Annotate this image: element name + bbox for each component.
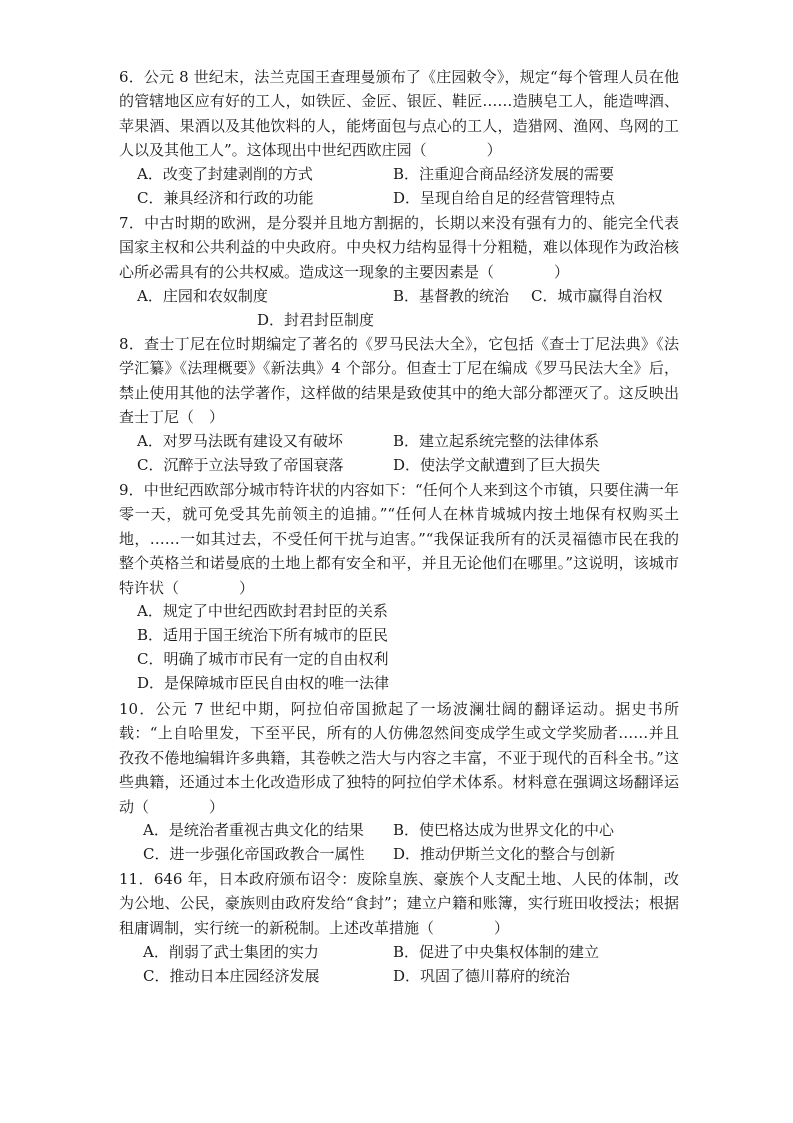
question-11-option-a[interactable]: A．削弱了武士集团的实力 (143, 943, 319, 961)
question-11-option-d[interactable]: D．巩固了德川幕府的统治 (393, 967, 571, 985)
question-10-option-b[interactable]: B．使巴格达成为世界文化的中心 (393, 821, 615, 839)
question-8 (119, 332, 679, 478)
question-10-stem: 10．公元 7 世纪中期，阿拉伯帝国掀起了一场波澜壮阔的翻译运动。据史书所载：“上自哈里发，下至平民，所有的人仿佛忽然间变成学生或文学奖励者……并且孜孜不倦地编辑许多典籍，其卷帙之浩大与内容之丰富，不亚于现代的百科全书。”这些典籍，还通过本土化改造形成了独特的阿拉伯学术体系。材料意在强调这场翻译运动（ ） (119, 700, 679, 816)
question-6-option-c[interactable]: C．兼具经济和行政的功能 (137, 189, 314, 207)
question-6-option-b[interactable]: B．注重迎合商品经济发展的需要 (393, 165, 615, 183)
question-7-option-c[interactable]: C．城市赢得自治权 (531, 287, 663, 305)
question-7-option-d[interactable]: D．封君封臣制度 (257, 311, 375, 329)
question-7-option-b[interactable]: B．基督教的统治 (393, 287, 510, 305)
question-11-option-c[interactable]: C．推动日本庄园经济发展 (143, 967, 320, 985)
question-10-option-a[interactable]: A．是统治者重视古典文化的结果 (143, 821, 364, 839)
question-10-option-d[interactable]: D．推动伊斯兰文化的整合与创新 (393, 845, 616, 863)
question-11-option-b[interactable]: B．促进了中央集权体制的建立 (393, 943, 600, 961)
question-10-option-c[interactable]: C．进一步强化帝国政教合一属性 (143, 845, 365, 863)
question-11-stem: 11．646 年，日本政府颁布诏令：废除皇族、豪族个人支配土地、人民的体制，改为公地、公民，豪族则由政府发给“食封”；建立户籍和账簿，实行班田收授法；根据租庸调制，实行统一的新税制。上述改革措施（ ） (119, 870, 679, 937)
question-7 (119, 211, 679, 335)
question-8-option-c[interactable]: C．沉醉于立法导致了帝国衰落 (137, 456, 344, 474)
question-8-option-a[interactable]: A．对罗马法既有建设又有破坏 (137, 432, 343, 450)
question-8-option-d[interactable]: D．使法学文献遭到了巨大损失 (393, 456, 601, 474)
question-9 (119, 478, 679, 696)
question-10 (119, 697, 679, 867)
question-9-option-a[interactable]: A．规定了中世纪西欧封君封臣的关系 (137, 602, 388, 620)
question-6-option-a[interactable]: A．改变了封建剥削的方式 (137, 165, 313, 183)
question-9-option-d[interactable]: D．是保障城市臣民自由权的唯一法律 (137, 674, 390, 692)
question-6-stem: 6．公元 8 世纪末，法兰克国王查理曼颁布了《庄园敕令》，规定“每个管理人员在他的管辖地区应有好的工人，如铁匠、金匠、银匠、鞋匠……造胰皂工人，能造啤酒、苹果酒、果酒以及其他饮料的人，能烤面包与点心的工人，造猎网、渔网、鸟网的工人以及其他工人”。这体现出中世纪西欧庄园（ ） (119, 68, 679, 160)
question-9-option-b[interactable]: B．适用于国王统治下所有城市的臣民 (137, 626, 389, 644)
question-7-stem: 7．中古时期的欧洲，是分裂并且地方割据的，长期以来没有强有力的、能完全代表国家主权和公共利益的中央政府。中央权力结构显得十分粗糙，难以体现作为政治核心所必需具有的公共权威。造成这一现象的主要因素是（ ） (119, 214, 679, 281)
question-6-option-d[interactable]: D．呈现自给自足的经营管理特点 (393, 189, 616, 207)
question-11 (119, 867, 679, 989)
question-9-stem: 9．中世纪西欧部分城市特许状的内容如下：“任何个人来到这个市镇，只要住满一年零一天，就可免受其先前领主的追捕。”“任何人在林肯城城内按土地保有权购买土地，……一如其过去，不受任何干扰与迫害。”“我保证我所有的沃灵福德市民在我的整个英格兰和诺曼底的土地上都有安全和平，并且无论他们在哪里。”这说明，该城市特许状（ ） (119, 481, 679, 597)
question-9-option-c[interactable]: C．明确了城市市民有一定的自由权利 (137, 650, 389, 668)
question-8-stem: 8．查士丁尼在位时期编定了著名的《罗马民法大全》，它包括《查士丁尼法典》《法学汇纂》《法理概要》《新法典》4 个部分。但查士丁尼在编成《罗马民法大全》后，禁止使用其他的法学著作，这样做的结果是致使其中的绝大部分都湮灭了。这反映出查士丁尼（ ） (119, 335, 679, 427)
question-8-option-b[interactable]: B．建立起系统完整的法律体系 (393, 432, 600, 450)
question-7-option-a[interactable]: A．庄园和农奴制度 (137, 287, 268, 305)
